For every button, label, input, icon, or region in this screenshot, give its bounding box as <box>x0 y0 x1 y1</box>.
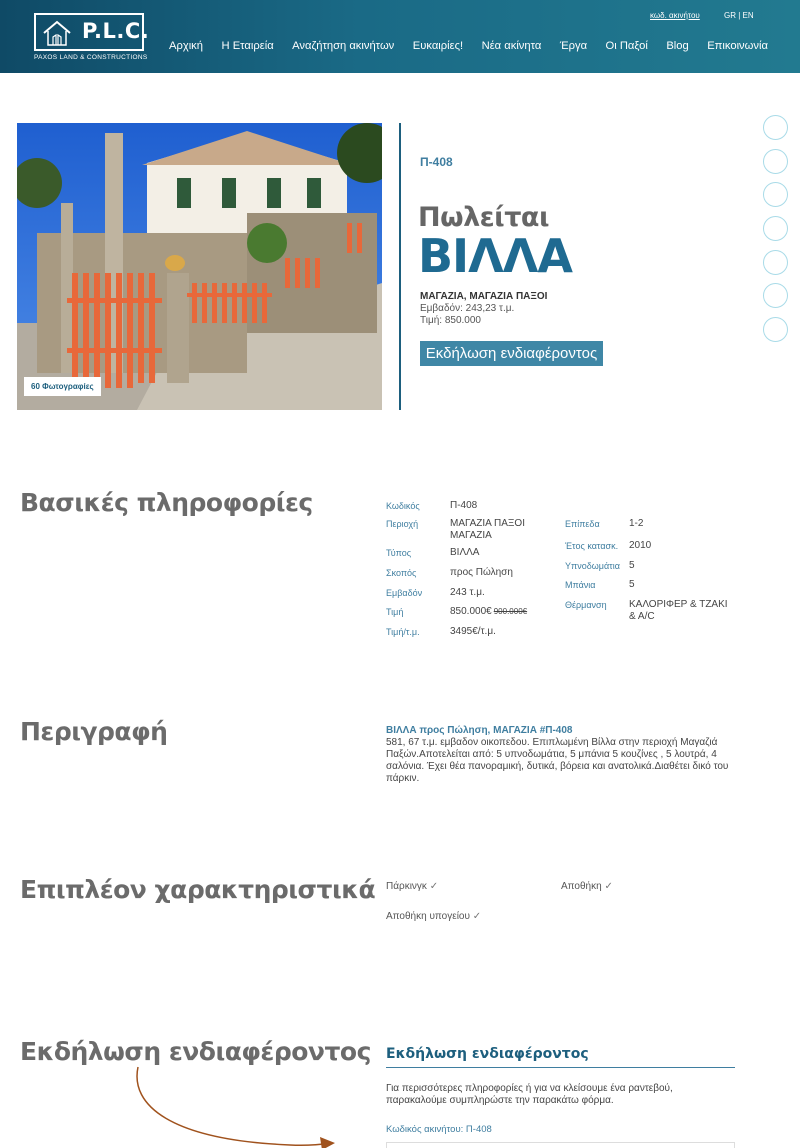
feature-label: Αποθήκη <box>561 881 602 892</box>
info-key: Τιμή <box>386 607 404 617</box>
info-key: Έτος κατασκ. <box>565 541 619 551</box>
info-key: Σκοπός <box>386 568 417 578</box>
info-key: Μπάνια <box>565 580 596 590</box>
side-nav-dot[interactable] <box>763 182 788 207</box>
info-key: Θέρμανση <box>565 600 607 610</box>
property-price: Τιμή: 850.000 <box>420 315 481 326</box>
info-value: 3495€/τ.μ. <box>450 626 496 637</box>
info-price <box>450 606 527 617</box>
side-nav-dot[interactable] <box>763 317 788 342</box>
logo-tagline: PAXOS LAND & CONSTRUCTIONS <box>34 54 148 61</box>
property-area: Εμβαδόν: 243,23 τ.μ. <box>420 303 515 314</box>
info-value: προς Πώληση <box>450 567 513 578</box>
hero-divider <box>399 123 401 410</box>
features-title: Επιπλέον χαρακτηριστικά <box>20 875 376 904</box>
feature-item <box>561 881 613 892</box>
info-key: Τύπος <box>386 548 412 558</box>
info-key: Επίπεδα <box>565 519 600 529</box>
sale-label: Πωλείται <box>418 202 549 233</box>
description-body: 581, 67 τ.μ. εμβαδον οικοπεδου. Επιπλωμένη Βίλλα στην περιοχή Μαγαζιά Παξών.Αποτελείται από: 5 υπνοδωμάτια, 5 μπάνια 5 κουζίνες , 5 λουτρά, 4 σαλόνια. Έχει θέα πανοραμική, δυτικά, βόρεια και ανατολικά.Διαθέτει δικό του πάρκιν. <box>386 737 729 784</box>
property-code: Π-408 <box>420 155 453 169</box>
property-code-link[interactable]: κωδ. ακινήτου <box>650 11 700 20</box>
feature-label: Αποθήκη υπογείου <box>386 911 470 922</box>
form-title: Εκδήλωση ενδιαφέροντος <box>386 1046 589 1062</box>
side-nav-dot[interactable] <box>763 216 788 241</box>
basic-info-title: Βασικές πληροφορίες <box>20 488 313 517</box>
old-price: 900.000€ <box>493 607 528 616</box>
interest-button[interactable]: Εκδήλωση ενδιαφέροντος <box>420 341 603 366</box>
description-heading: ΒΙΛΛΑ προς Πώληση, ΜΑΓΑΖΙΑ #Π-408 <box>386 725 573 736</box>
nav-new[interactable]: Νέα ακίνητα <box>481 40 542 52</box>
check-icon: ✓ <box>429 881 439 892</box>
feature-item <box>386 881 438 892</box>
basic-info-left <box>386 500 556 650</box>
feature-item <box>386 911 481 922</box>
arrow-icon <box>130 1065 360 1148</box>
info-value: ΜΑΓΑΖΙΑ <box>450 530 492 541</box>
side-nav-dot[interactable] <box>763 149 788 174</box>
form-intro: Για περισσότερες πληροφορίες ή για να κλείσουμε ένα ραντεβού, παρακαλούμε συμπληρώστε την παρακάτω φόρμα. <box>386 1083 673 1106</box>
description-title: Περιγραφή <box>20 717 168 746</box>
info-value: ΒΙΛΛΑ <box>450 547 480 558</box>
info-key: Εμβαδόν <box>386 588 423 598</box>
logo-frame <box>34 13 150 51</box>
form-title-underline <box>386 1067 735 1068</box>
nav-offers[interactable]: Ευκαιρίες! <box>412 40 464 52</box>
info-value: & A/C <box>629 611 655 622</box>
photos-count-badge[interactable]: 60 Φωτογραφίες <box>24 377 101 396</box>
form-first-field[interactable] <box>386 1142 735 1148</box>
side-nav-dot[interactable] <box>763 283 788 308</box>
check-icon: ✓ <box>604 881 613 892</box>
current-price: 850.000€ <box>450 606 492 617</box>
info-key: Κωδικός <box>386 501 420 511</box>
info-value: ΚΑΛΟΡΙΦΕΡ & ΤΖΑΚΙ <box>629 599 728 610</box>
villa-photo <box>17 123 382 410</box>
nav-blog[interactable]: Blog <box>666 40 689 52</box>
info-value: 243 τ.μ. <box>450 587 485 598</box>
nav-contact[interactable]: Επικοινωνία <box>707 40 768 52</box>
feature-label: Πάρκινγκ <box>386 881 427 892</box>
property-photo[interactable] <box>17 123 382 410</box>
nav-projects[interactable]: Έργα <box>559 40 588 52</box>
nav-paxos[interactable]: Οι Παξοί <box>605 40 648 52</box>
info-value: 1-2 <box>629 518 644 529</box>
interest-section-title: Εκδήλωση ενδιαφέροντος <box>20 1037 371 1066</box>
form-property-code: Κωδικός ακινήτου: Π-408 <box>386 1124 492 1135</box>
info-value: 5 <box>629 579 635 590</box>
property-summary <box>420 303 514 327</box>
info-value: 2010 <box>629 540 652 551</box>
basic-info-right <box>565 518 745 628</box>
house-icon <box>42 19 72 47</box>
property-type: ΒΙΛΛΑ <box>418 229 572 283</box>
language-switcher[interactable]: GR | EN <box>724 11 754 20</box>
logo-text: P.L.C. <box>82 19 150 43</box>
info-value: ΜΑΓΑΖΙΑ ΠΑΞΟΙ <box>450 518 525 529</box>
info-key: Τιμή/τ.μ. <box>386 627 420 637</box>
property-location: ΜΑΓΑΖΙΑ, ΜΑΓΑΖΙΑ ΠΑΞΟΙ <box>420 291 548 302</box>
info-value: 5 <box>629 560 635 571</box>
top-links <box>650 11 754 20</box>
logo[interactable] <box>34 13 150 63</box>
nav-company[interactable]: Η Εταιρεία <box>221 40 274 52</box>
side-nav-dot[interactable] <box>763 250 788 275</box>
info-value: Π-408 <box>450 500 478 511</box>
site-header <box>0 0 800 73</box>
side-nav-dot[interactable] <box>763 115 788 140</box>
nav-search[interactable]: Αναζήτηση ακινήτων <box>292 40 395 52</box>
side-navigation <box>763 115 788 351</box>
main-nav <box>169 40 786 52</box>
nav-home[interactable]: Αρχική <box>169 40 203 52</box>
info-key: Περιοχή <box>386 519 419 529</box>
check-icon: ✓ <box>472 911 482 922</box>
info-key: Υπνοδωμάτια <box>565 561 620 571</box>
